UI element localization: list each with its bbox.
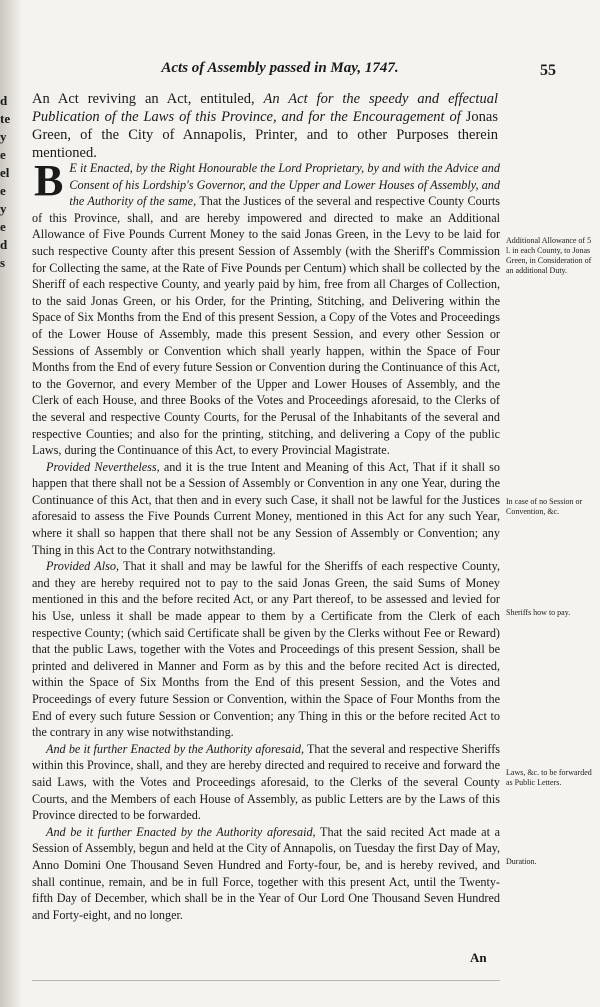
margin-note-no-session: In case of no Session or Convention, &c.: [506, 497, 583, 516]
gutter-letter: el: [0, 165, 10, 180]
gutter-letter: te: [0, 111, 11, 126]
bottom-rule: [32, 980, 500, 981]
paragraph-lead: E it Enacted, by the Right Honourable the Lord Proprietary, by and with the Advice and Consent of his Lordship's Governor, and the Upper and Lower Houses of Assembly, and the Authority of the same,: [69, 161, 500, 209]
paragraph-duration: [32, 824, 500, 924]
gutter-letter: e: [0, 183, 6, 198]
paragraph-enacting: [32, 156, 501, 459]
paragraph-lead: Provided Also,: [46, 559, 120, 574]
title-middle: Jonas Green, of the City of Annapolis, Printer,: [32, 109, 499, 143]
gutter-letter: d: [0, 237, 8, 252]
paragraph-text: and it is the true Intent and Meaning of this Act, That if it shall so happen that there shall not be a Session of Assembly or Convention in any one Year, during the Continuance of this Act, that then and in every such Case, it shall not be lawful for the Justices aforesaid to assess the Five Pounds Current Money, mentioned in this Act for any such Year, where it shall so happen that there shall not be any Session of Assembly or Convention; any Thing in this Act to the Contrary notwithstanding.: [32, 459, 500, 557]
drop-cap: B: [34, 156, 64, 205]
gutter-letter: y: [0, 129, 7, 144]
gutter-letter: s: [0, 255, 6, 270]
gutter-letters: [0, 92, 12, 272]
paragraph-forwarding: [32, 741, 500, 824]
paragraph-text: That the several and respective Sheriffs within this Province, shall, and they are hereby directed and required to receive and forward the said Laws, with the Votes and Proceedings aforesaid, to the Clerks of the several County Courts, and the Members of each House of Assembly, as public Letters are by the Laws of this Province directed to be forwarded.: [32, 741, 500, 823]
title-suffix: and to other Purposes therein mentioned.: [32, 127, 498, 161]
title-prefix: An Act reviving an Act, entituled,: [32, 91, 255, 107]
page-number: 55: [540, 62, 556, 79]
paragraph-lead: And be it further Enacted by the Authority aforesaid,: [46, 824, 316, 839]
margin-note-sheriffs-pay: Sheriffs how to pay.: [506, 608, 571, 617]
margin-note-allowance: Additional Allowance of 5 l. in each County, to Jonas Green, in Consideration of an additional Duty.: [506, 236, 592, 275]
margin-note-duration: Duration.: [506, 857, 537, 866]
binding-gutter: [0, 0, 22, 1007]
paragraph-lead: Provided Nevertheless,: [46, 459, 160, 474]
act-body: [32, 156, 501, 923]
paragraph-proviso-1: [32, 459, 500, 559]
paragraph-text: That it shall and may be lawful for the Sheriffs of each respective County, and they are hereby required not to pay to the said Jonas Green, the said Sums of Money mentioned in this and the before recited Act, or any Part thereof, to be assessed and levied for his Use, unless it shall be made appear to them by a Certificate from the Clerk of each respective County; (which said Certificate shall be given by the Clerks without Fee or Reward) that the public Laws, together with the Votes and Proceedings of this present Session, shall be printed and delivered in Manner and Form as by this and the before recited Act is directed, within the Space of Six Months from the End of this present Session, and the Votes and Proceedings of every future Session or Convention, within the Space of Four Months from the End of every such future Session or Convention; any Thing in this or the before recited Act to the contrary in any wise notwithstanding.: [32, 559, 500, 740]
catchword: An: [470, 950, 487, 965]
act-title: [32, 90, 498, 162]
gutter-letter: d: [0, 93, 8, 108]
gutter-letter: y: [0, 201, 7, 216]
paragraph-proviso-2: [32, 558, 500, 741]
title-italic: An Act for the speedy and effectual Publication of the Laws of this Province, and for the Encouragement of: [32, 91, 498, 125]
margin-note-public-letters: Laws, &c. to be forwarded as Public Letters.: [506, 768, 592, 787]
gutter-letter: e: [0, 219, 6, 234]
gutter-letter: e: [0, 147, 6, 162]
paragraph-text: That the Justices of the several and respective County Courts of this Province, shall, and are hereby impowered and directed to make an Additional Allowance of Five Pounds Current Money to the said Jonas Green, in the Levy to be laid for such respective County after this present Session of Assembly (with the Sheriff's Commission for Collecting the same, at the Rate of Five Pounds per Centum) which shall be collected by the Sheriff of each respective County, and yearly paid by him, free from all Charges of Collection, to the said Jonas Green, or his Order, for the Printing, Stitching, and Delivering within the Space of Six Months from the End of this present Session, a Copy of the Votes and Proceedings of the Lower House of Assembly, made this present Session, and every other Session or Sessions of Assembly or Convention which shall yearly happen, within the Space of Four Months from the End of every future Session or Convention during the Continuance of this Act, to the Governor, and every Member of the Upper and Lower Houses of Assembly, and the Clerk of each House, and three Books of the Votes and Proceedings aforesaid, to the Clerks of the several and respective County Courts, for the Perusal of the Inhabitants of the several and respective Counties; and also for the printing, stitching, and delivering a Copy of the public Laws, during the Continuance of this Act, to every Provincial Magistrate.: [32, 194, 501, 458]
running-head: Acts of Assembly passed in May, 1747.: [161, 60, 399, 76]
paragraph-text: That the said recited Act made at a Session of Assembly, begun and held at the City of Annapolis, on Tuesday the first Day of May, Anno Domini One Thousand Seven Hundred and Forty-four, be, and is hereby revived, and shall continue, remain, and be in full Force, together with this present Act, until the Twenty-fifth Day of December, which shall be in the Year of Our Lord One Thousand Seven Hundred and Forty-eight, and no longer.: [32, 824, 500, 922]
paragraph-lead: And be it further Enacted by the Authority aforesaid,: [46, 741, 305, 756]
